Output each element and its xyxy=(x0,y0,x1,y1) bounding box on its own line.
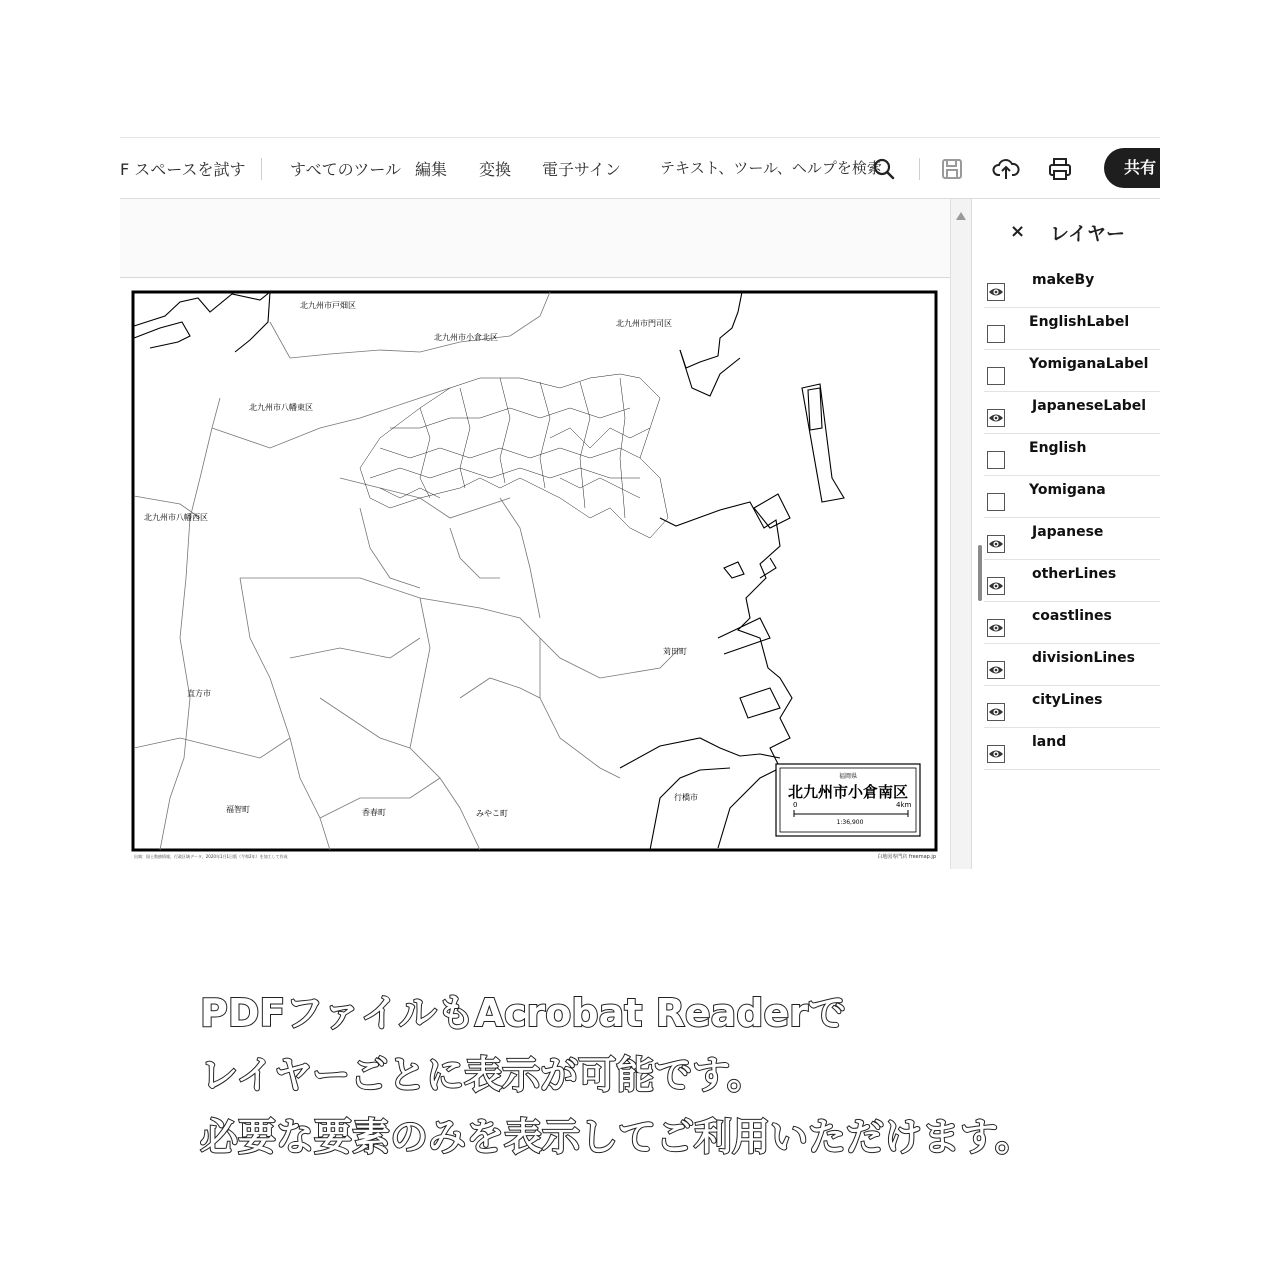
map-footer-left: 出典：国土数値情報、行政区域データ、2020年1月1日版（令和2年）を加工して作成 xyxy=(134,854,288,859)
map-label-fukuchi: 福智町 xyxy=(226,805,250,814)
layer-label: JapaneseLabel xyxy=(1032,398,1147,414)
layers-panel xyxy=(971,199,1160,869)
document-area xyxy=(120,199,950,869)
edit-menu[interactable]: 編集 xyxy=(415,160,448,179)
layer-checkbox[interactable] xyxy=(987,325,1005,343)
map-label-moji: 北九州市門司区 xyxy=(616,319,672,328)
try-space-link[interactable]: F スペースを試す xyxy=(120,160,246,179)
layer-row[interactable] xyxy=(984,601,1160,644)
all-tools-menu[interactable]: すべてのツール xyxy=(290,160,402,179)
cloud-upload-icon[interactable] xyxy=(992,155,1020,183)
map-label-kawara: 香春町 xyxy=(362,808,386,817)
acrobat-window xyxy=(120,137,1160,869)
map-label-yukuhashi: 行橋市 xyxy=(674,793,698,802)
caption-line-3: 必要な要素のみを表示してご利用いただけます。 xyxy=(200,1115,1033,1159)
layer-checkbox[interactable] xyxy=(987,367,1005,385)
eye-icon[interactable] xyxy=(987,745,1005,763)
map-label-nogata: 直方市 xyxy=(187,689,211,698)
layer-checkbox[interactable] xyxy=(987,451,1005,469)
panel-scrollbar[interactable] xyxy=(978,545,982,601)
search-icon[interactable] xyxy=(870,155,898,183)
layer-row[interactable] xyxy=(984,727,1160,770)
toolbar-separator xyxy=(919,158,920,180)
save-icon[interactable] xyxy=(938,155,966,183)
eye-icon[interactable] xyxy=(987,283,1005,301)
layer-row[interactable] xyxy=(984,475,1160,518)
share-button[interactable]: 共有 xyxy=(1104,148,1160,188)
layer-row[interactable] xyxy=(984,349,1160,392)
layers-panel-title: レイヤー xyxy=(1050,223,1126,245)
eye-icon[interactable] xyxy=(987,661,1005,679)
layer-row[interactable] xyxy=(984,265,1160,308)
layer-label: English xyxy=(1029,440,1087,456)
vertical-scrollbar[interactable] xyxy=(950,199,971,869)
legend-prefecture: 福岡県 xyxy=(838,773,858,780)
eye-icon[interactable] xyxy=(987,409,1005,427)
layer-label: makeBy xyxy=(1032,272,1095,288)
layer-label: land xyxy=(1032,734,1067,750)
layer-label: Japanese xyxy=(1032,524,1104,540)
layer-row[interactable] xyxy=(984,685,1160,728)
layer-label: divisionLines xyxy=(1032,650,1135,666)
legend-scale-start: 0 xyxy=(793,801,798,809)
layer-row[interactable] xyxy=(984,307,1160,350)
pdf-page xyxy=(120,278,950,869)
close-icon[interactable]: × xyxy=(1010,221,1026,242)
layer-row[interactable] xyxy=(984,391,1160,434)
legend-scale-end: 4km xyxy=(896,801,912,809)
layer-label: cityLines xyxy=(1032,692,1103,708)
eye-icon[interactable] xyxy=(987,703,1005,721)
layer-label: YomiganaLabel xyxy=(1029,356,1149,372)
layer-label: Yomigana xyxy=(1029,482,1106,498)
layer-label: coastlines xyxy=(1032,608,1112,624)
caption-line-2: レイヤーごとに表示が可能です。 xyxy=(200,1053,766,1097)
eye-icon[interactable] xyxy=(987,619,1005,637)
legend-title: 北九州市小倉南区 xyxy=(787,783,909,801)
scroll-up-icon[interactable] xyxy=(956,212,966,220)
map-legend xyxy=(776,764,920,836)
search-input[interactable]: テキスト、ツール、ヘルプを検索 xyxy=(660,159,882,177)
document-gap xyxy=(120,199,950,278)
layer-label: EnglishLabel xyxy=(1029,314,1130,330)
toolbar-separator xyxy=(261,158,262,180)
map-canvas xyxy=(120,278,950,869)
layer-row[interactable] xyxy=(984,517,1160,560)
convert-menu[interactable]: 変換 xyxy=(479,160,512,179)
layer-checkbox[interactable] xyxy=(987,493,1005,511)
map-label-miyako: みやこ町 xyxy=(476,809,508,818)
layer-row[interactable] xyxy=(984,643,1160,686)
map-label-kokurakita: 北九州市小倉北区 xyxy=(434,333,498,342)
map-footer-right: 白地図専門店 freemap.jp xyxy=(877,854,936,860)
map-label-yahatanishi: 北九州市八幡西区 xyxy=(144,513,208,522)
legend-scale-ratio: 1:36,900 xyxy=(836,819,864,826)
caption-line-1: PDFファイルもAcrobat Readerで xyxy=(200,991,847,1035)
layer-row[interactable] xyxy=(984,559,1160,602)
toolbar xyxy=(120,138,1160,199)
esign-menu[interactable]: 電子サイン xyxy=(542,160,621,179)
map-label-tobata: 北九州市戸畑区 xyxy=(300,301,356,310)
eye-icon[interactable] xyxy=(987,535,1005,553)
map-label-yahatahigashi: 北九州市八幡東区 xyxy=(249,403,313,412)
eye-icon[interactable] xyxy=(987,577,1005,595)
map-label-kanda: 苅田町 xyxy=(663,647,687,656)
layer-row[interactable] xyxy=(984,433,1160,476)
layer-label: otherLines xyxy=(1032,566,1117,582)
print-icon[interactable] xyxy=(1046,155,1074,183)
